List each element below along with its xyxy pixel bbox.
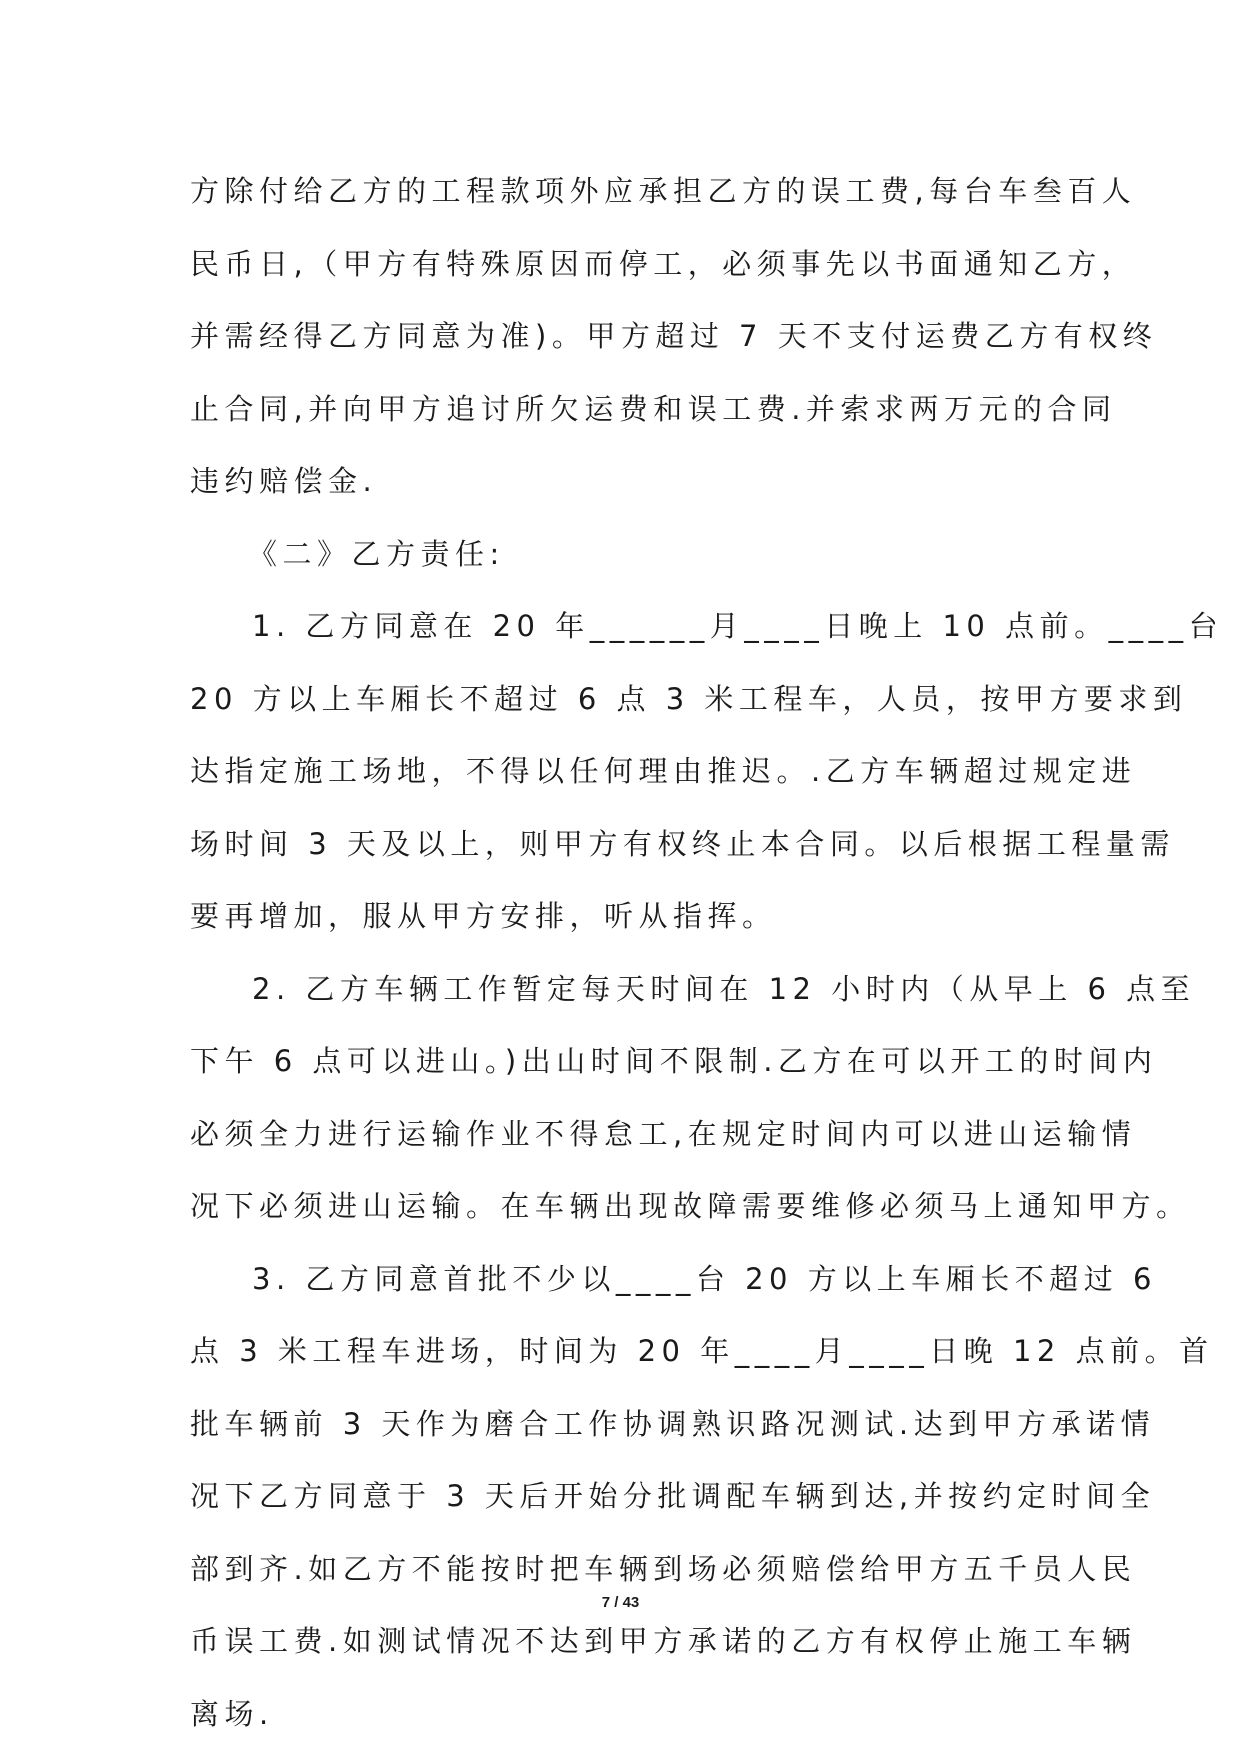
text-line: 离场. (190, 1696, 274, 1731)
text-line: 况下乙方同意于 3 天后开始分批调配车辆到达,并按约定时间全 (190, 1479, 1156, 1513)
text-line: 方除付给乙方的工程款项外应承担乙方的误工费,每台车叁百人 (190, 174, 1137, 208)
text-line: 币误工费.如测试情况不达到甲方承诺的乙方有权停止施工车辆 (190, 1624, 1137, 1658)
text-line: 必须全力进行运输作业不得怠工,在规定时间内可以进山运输情 (190, 1116, 1137, 1151)
text-line: 况下必须进山运输。在车辆出现故障需要维修必须马上通知甲方。 (190, 1189, 1191, 1223)
text-line: 20 方以上车厢长不超过 6 点 3 米工程车，人员，按甲方要求到 (190, 681, 1188, 716)
clause-first-line: 1. 乙方同意在 20 年______月____日晚上 10 点前。____台 (252, 609, 1224, 643)
text-line: 违约赔偿金. (190, 464, 378, 498)
text-line: 部到齐.如乙方不能按时把车辆到场必须赔偿给甲方五千员人民 (190, 1551, 1137, 1586)
section-heading: 《二》乙方责任: (248, 536, 505, 571)
text-line: 点 3 米工程车进场，时间为 20 年____月____日晚 12 点前。首 (190, 1334, 1214, 1368)
text-line: 要再增加，服从甲方安排，听从指挥。 (190, 899, 777, 933)
text-line: 场时间 3 天及以上，则甲方有权终止本合同。以后根据工程量需 (190, 826, 1175, 861)
clause-first-line: 2. 乙方车辆工作暂定每天时间在 12 小时内（从早上 6 点至 (252, 971, 1196, 1006)
document-body (190, 155, 1224, 1750)
text-line: 达指定施工场地，不得以任何理由推迟。.乙方车辆超过规定进 (190, 754, 1137, 788)
text-line: 下午 6 点可以进山。)出山时间不限制.乙方在可以开工的时间内 (190, 1044, 1158, 1078)
text-line: 批车辆前 3 天作为磨合工作协调熟识路况测试.达到甲方承诺情 (190, 1406, 1156, 1441)
text-line: 止合同,并向甲方追讨所欠运费和误工费.并索求两万元的合同 (190, 391, 1117, 426)
text-line: 并需经得乙方同意为准)。甲方超过 7 天不支付运费乙方有权终 (190, 319, 1158, 353)
clause-first-line: 3. 乙方同意首批不少以____台 20 方以上车厢长不超过 6 (252, 1261, 1157, 1296)
text-line: 民币日,（甲方有特殊原因而停工，必须事先以书面通知乙方， (190, 246, 1137, 281)
page-number: 7 / 43 (601, 1594, 640, 1611)
